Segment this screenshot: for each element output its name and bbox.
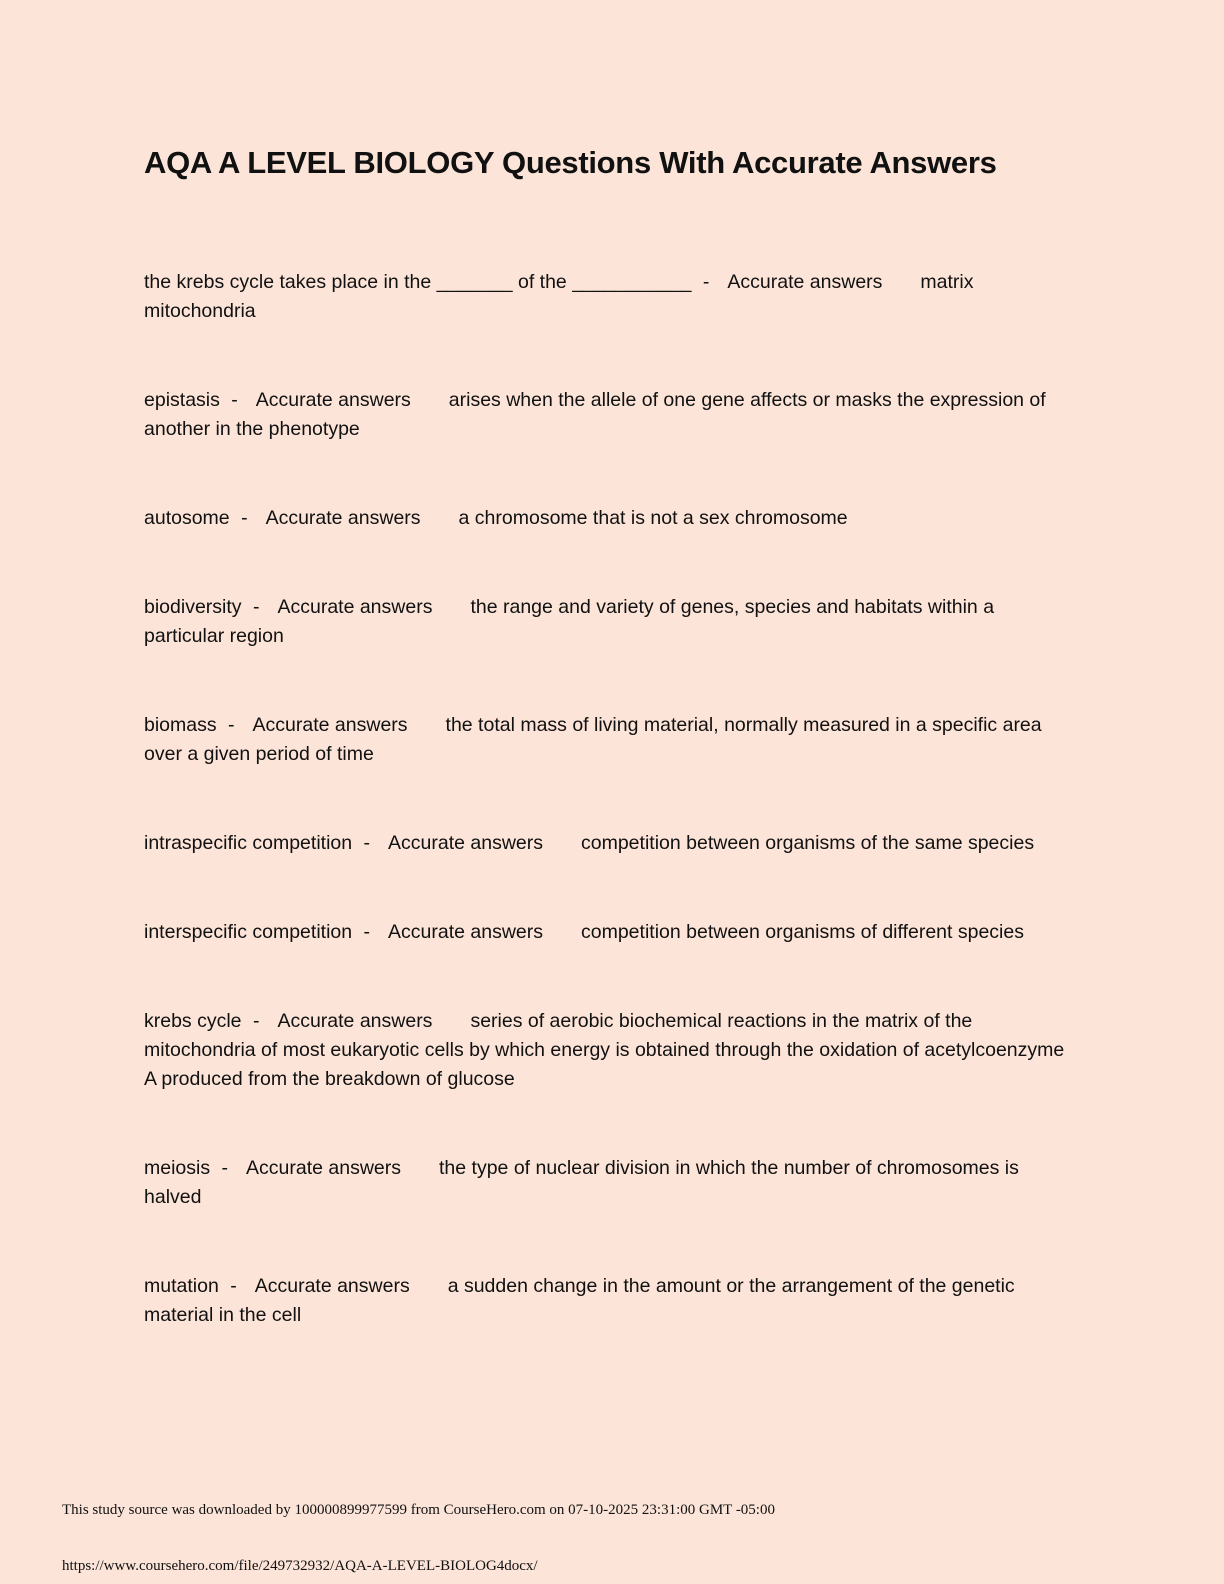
answer-label: Accurate answers: [254, 1275, 410, 1297]
page-title: AQA A LEVEL BIOLOGY Questions With Accurate Answers: [144, 145, 997, 180]
answer-label: Accurate answers: [265, 507, 421, 529]
qa-separator: -: [231, 389, 238, 411]
qa-item: [144, 1007, 1074, 1094]
answer-label: Accurate answers: [388, 832, 543, 854]
qa-separator: -: [363, 832, 371, 854]
answer-label: Accurate answers: [246, 1157, 402, 1179]
qa-item: [144, 829, 1074, 858]
answer-label: Accurate answers: [727, 271, 883, 293]
qa-list: [144, 268, 1074, 1390]
qa-definition: competition between organisms of the same species: [581, 832, 1035, 854]
qa-term: mutation: [144, 1275, 219, 1297]
qa-separator: -: [221, 1157, 229, 1179]
qa-definition: the total mass of living material, normally measured in a specific area over a given period of time: [144, 714, 1042, 765]
qa-term: meiosis: [144, 1157, 211, 1179]
qa-definition: a chromosome that is not a sex chromosome: [458, 507, 848, 529]
qa-term: intraspecific competition: [144, 832, 353, 854]
qa-separator: -: [252, 1010, 260, 1032]
qa-item: [144, 268, 1074, 326]
qa-separator: -: [228, 714, 235, 736]
qa-term: biodiversity: [144, 596, 242, 618]
qa-term: biomass: [144, 714, 217, 736]
qa-definition: matrix mitochondria: [144, 271, 974, 322]
qa-term: krebs cycle: [144, 1010, 242, 1032]
qa-separator: -: [702, 271, 710, 293]
qa-separator: -: [252, 596, 260, 618]
footer-url: https://www.coursehero.com/file/249732932/AQA-A-LEVEL-BIOLOG4docx/: [62, 1558, 538, 1574]
qa-item: [144, 504, 1074, 533]
qa-item: [144, 1154, 1074, 1212]
qa-item: [144, 711, 1074, 769]
qa-separator: -: [241, 507, 248, 529]
qa-definition: a sudden change in the amount or the arrangement of the genetic material in the cell: [144, 1275, 1015, 1326]
qa-item: [144, 386, 1074, 444]
qa-separator: -: [363, 921, 371, 943]
qa-definition: the range and variety of genes, species and habitats within a particular region: [144, 596, 995, 647]
qa-definition: the type of nuclear division in which the number of chromosomes is halved: [144, 1157, 1019, 1208]
qa-definition: competition between organisms of different species: [581, 921, 1024, 943]
qa-separator: -: [230, 1275, 237, 1297]
qa-definition: series of aerobic biochemical reactions in the matrix of the mitochondria of most eukaryotic cells by which energy is obtained through the oxidation of acetylcoenzyme A produced from the breakdown of glucose: [144, 1010, 1065, 1090]
qa-definition: arises when the allele of one gene affects or masks the expression of another in the phenotype: [144, 389, 1046, 440]
answer-label: Accurate answers: [388, 921, 543, 943]
qa-item: [144, 1272, 1074, 1330]
answer-label: Accurate answers: [252, 714, 408, 736]
footer-download-notice: This study source was downloaded by 100000899977599 from CourseHero.com on 07-10-2025 23:31:00 GMT -05:00: [62, 1502, 775, 1518]
qa-term: interspecific competition: [144, 921, 353, 943]
qa-term: epistasis: [144, 389, 220, 411]
answer-label: Accurate answers: [255, 389, 411, 411]
qa-term: the krebs cycle takes place in the _______ of the ___________: [144, 271, 692, 293]
answer-label: Accurate answers: [277, 1010, 433, 1032]
qa-item: [144, 593, 1074, 651]
qa-term: autosome: [144, 507, 230, 529]
qa-item: [144, 918, 1074, 947]
answer-label: Accurate answers: [277, 596, 433, 618]
